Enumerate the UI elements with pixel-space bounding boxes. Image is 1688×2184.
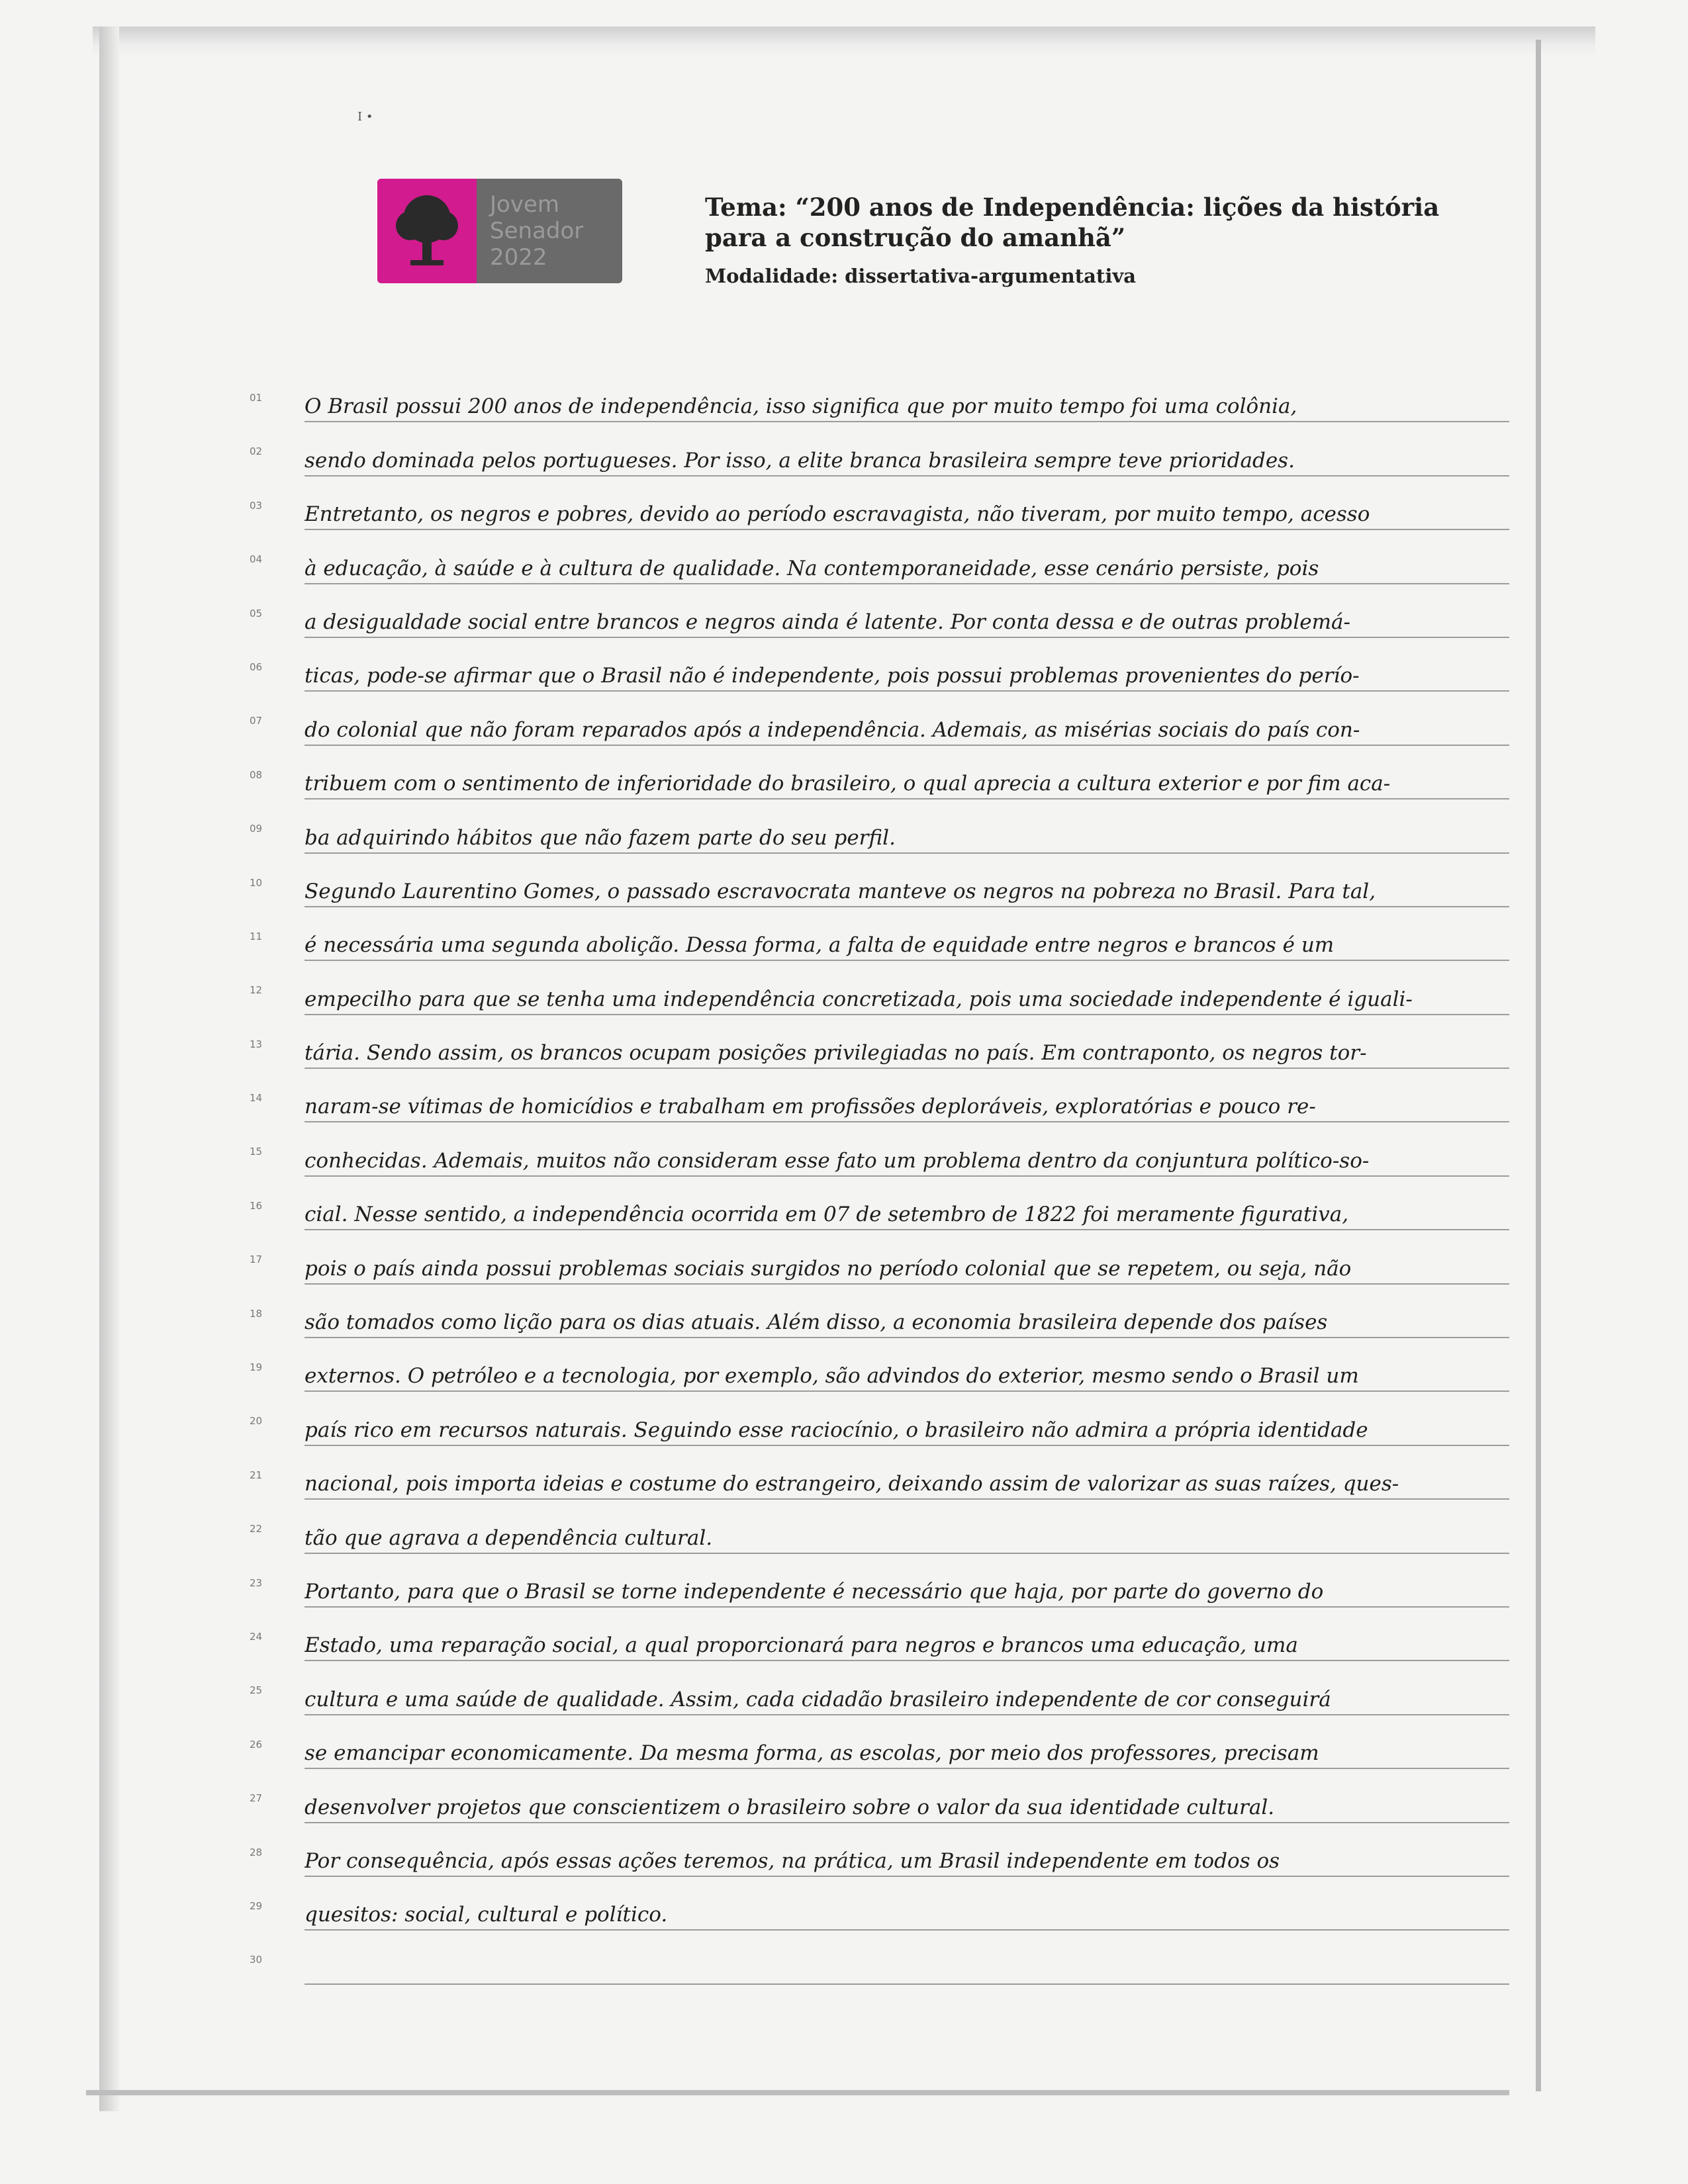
essay-line (252, 1348, 1509, 1402)
line-text: país rico em recursos naturais. Seguindo esse raciocínio, o brasileiro não admira a própria identidade (305, 1417, 1509, 1446)
essay-line (252, 1079, 1509, 1132)
essay-line (252, 540, 1509, 594)
essay-line (252, 432, 1509, 486)
line-text: são tomados como lição para os dias atuais. Além disso, a economia brasileira depende dos países (305, 1309, 1509, 1338)
logo-text (477, 179, 622, 283)
line-text: nacional, pois importa ideias e costume do estrangeiro, deixando assim de valorizar as suas raízes, ques- (305, 1471, 1509, 1500)
essay-line (252, 1240, 1509, 1294)
essay-line (252, 1132, 1509, 1186)
essay-line (252, 1940, 1509, 1994)
line-text: naram-se vítimas de homicídios e trabalham em profissões deploráveis, exploratórias e pouco re- (305, 1093, 1509, 1122)
line-number: 13 (250, 1038, 263, 1050)
line-number: 16 (250, 1199, 263, 1212)
line-text: ticas, pode-se afirmar que o Brasil não é independente, pois possui problemas provenientes do perío- (305, 662, 1509, 692)
essay-line (252, 1564, 1509, 1617)
line-number: 29 (250, 1899, 263, 1912)
essay-line (252, 1617, 1509, 1671)
line-text: Entretanto, os negros e pobres, devido ao período escravagista, não tiveram, por muito tempo, acesso (305, 501, 1509, 530)
theme-title (705, 192, 1513, 253)
essay-line (252, 1671, 1509, 1725)
essay-line (252, 594, 1509, 648)
modality: Modalidade: dissertativa-argumentativa (705, 265, 1136, 287)
line-number: 28 (250, 1846, 263, 1858)
essay-line (252, 917, 1509, 971)
line-number: 19 (250, 1361, 263, 1374)
line-number: 24 (250, 1630, 263, 1643)
line-text: Por consequência, após essas ações teremos, na prática, um Brasil independente em todos os (305, 1848, 1509, 1877)
line-text: Estado, uma reparação social, a qual proporcionará para negros e brancos uma educação, uma (305, 1632, 1509, 1661)
line-number: 18 (250, 1307, 263, 1320)
essay-line (252, 864, 1509, 917)
page-marks: I • (357, 110, 373, 124)
line-number: 26 (250, 1738, 263, 1751)
line-number: 30 (250, 1954, 263, 1966)
line-text: é necessária uma segunda abolição. Dessa forma, a falta de equidade entre negros e brancos é um (305, 932, 1509, 961)
logo-line-3: 2022 (490, 244, 547, 271)
line-number: 22 (250, 1523, 263, 1535)
line-number: 21 (250, 1469, 263, 1481)
essay-line (252, 1725, 1509, 1779)
line-text: tária. Sendo assim, os brancos ocupam posições privilegiadas no país. Em contraponto, os negros tor- (305, 1040, 1509, 1069)
line-number: 07 (250, 715, 263, 727)
essay-line (252, 809, 1509, 863)
line-text: conhecidas. Ademais, muitos não consideram esse fato um problema dentro da conjuntura político-so- (305, 1148, 1509, 1177)
line-number: 12 (250, 984, 263, 997)
line-text: cial. Nesse sentido, a independência ocorrida em 07 de setembro de 1822 foi meramente figurativa, (305, 1201, 1509, 1230)
line-number: 11 (250, 930, 263, 942)
line-text: pois o país ainda possui problemas sociais surgidos no período colonial que se repetem, ou seja, não (305, 1255, 1509, 1285)
line-text: externos. O petróleo e a tecnologia, por exemplo, são advindos do exterior, mesmo sendo o Brasil um (305, 1363, 1509, 1392)
line-text: sendo dominada pelos portugueses. Por isso, a elite branca brasileira sempre teve prioridades. (305, 447, 1509, 477)
line-text: do colonial que não foram reparados após a independência. Ademais, as misérias sociais do país con- (305, 717, 1509, 746)
essay-line (252, 756, 1509, 809)
line-text: a desigualdade social entre brancos e negros ainda é latente. Por conta dessa e de outras problemá- (305, 609, 1509, 638)
essay-line (252, 1187, 1509, 1240)
line-text: ba adquirindo hábitos que não fazem parte do seu perfil. (305, 825, 1509, 854)
line-text: quesitos: social, cultural e político. (305, 1901, 1509, 1931)
scan-edge-left (99, 26, 119, 2111)
line-text: à educação, à saúde e à cultura de qualidade. Na contemporaneidade, esse cenário persiste, pois (305, 555, 1509, 584)
line-number: 17 (250, 1253, 263, 1266)
theme-title-line-2: para a construção do amanhã” (705, 223, 1126, 252)
line-number: 10 (250, 876, 263, 889)
line-number: 15 (250, 1146, 263, 1158)
essay-line (252, 1887, 1509, 1940)
essay-line (252, 1402, 1509, 1455)
line-number: 03 (250, 499, 263, 512)
line-number: 06 (250, 660, 263, 673)
line-number: 02 (250, 445, 263, 458)
essay-line (252, 1779, 1509, 1833)
essay-line (252, 1510, 1509, 1563)
scan-edge-bottom (86, 2090, 1509, 2095)
line-text: desenvolver projetos que conscientizem o brasileiro sobre o valor da sua identidade cultural. (305, 1794, 1509, 1823)
line-number: 09 (250, 823, 263, 835)
essay-theme (705, 192, 1513, 287)
line-text: O Brasil possui 200 anos de independência, isso significa que por muito tempo foi uma colônia, (305, 393, 1509, 422)
line-text (305, 1982, 1509, 1985)
line-text: empecilho para que se tenha uma independência concretizada, pois uma sociedade independente é iguali- (305, 986, 1509, 1015)
jovem-senador-logo (377, 179, 622, 283)
line-text: tribuem com o sentimento de inferioridade do brasileiro, o qual aprecia a cultura exterior e por fim aca- (305, 770, 1509, 799)
line-text: se emancipar economicamente. Da mesma forma, as escolas, por meio dos professores, precisam (305, 1740, 1509, 1769)
line-text: Portanto, para que o Brasil se torne independente é necessário que haja, por parte do governo do (305, 1578, 1509, 1608)
tree-icon (377, 179, 477, 283)
line-number: 04 (250, 553, 263, 566)
logo-line-1: Jovem (490, 191, 559, 218)
line-text: Segundo Laurentino Gomes, o passado escravocrata manteve os negros na pobreza no Brasil. Para tal, (305, 878, 1509, 907)
scan-edge-top (93, 26, 1595, 57)
essay-body (252, 379, 1509, 1995)
essay-line (252, 1025, 1509, 1079)
essay-line (252, 702, 1509, 755)
line-number: 05 (250, 607, 263, 619)
line-number: 14 (250, 1092, 263, 1105)
theme-title-line-1: Tema: “200 anos de Independência: lições da história (705, 193, 1440, 222)
line-text: cultura e uma saúde de qualidade. Assim, cada cidadão brasileiro independente de cor conseguirá (305, 1686, 1509, 1715)
essay-line (252, 1833, 1509, 1887)
essay-line (252, 971, 1509, 1024)
scan-edge-right (1536, 40, 1541, 2091)
essay-line (252, 486, 1509, 540)
essay-line (252, 1456, 1509, 1510)
line-number: 20 (250, 1415, 263, 1428)
logo-line-2: Senador (490, 218, 584, 244)
line-number: 08 (250, 768, 263, 781)
essay-line (252, 379, 1509, 432)
line-text: tão que agrava a dependência cultural. (305, 1525, 1509, 1554)
line-number: 25 (250, 1684, 263, 1697)
line-number: 23 (250, 1576, 263, 1589)
line-number: 01 (250, 392, 263, 404)
essay-line (252, 648, 1509, 702)
line-number: 27 (250, 1792, 263, 1805)
essay-line (252, 1295, 1509, 1348)
